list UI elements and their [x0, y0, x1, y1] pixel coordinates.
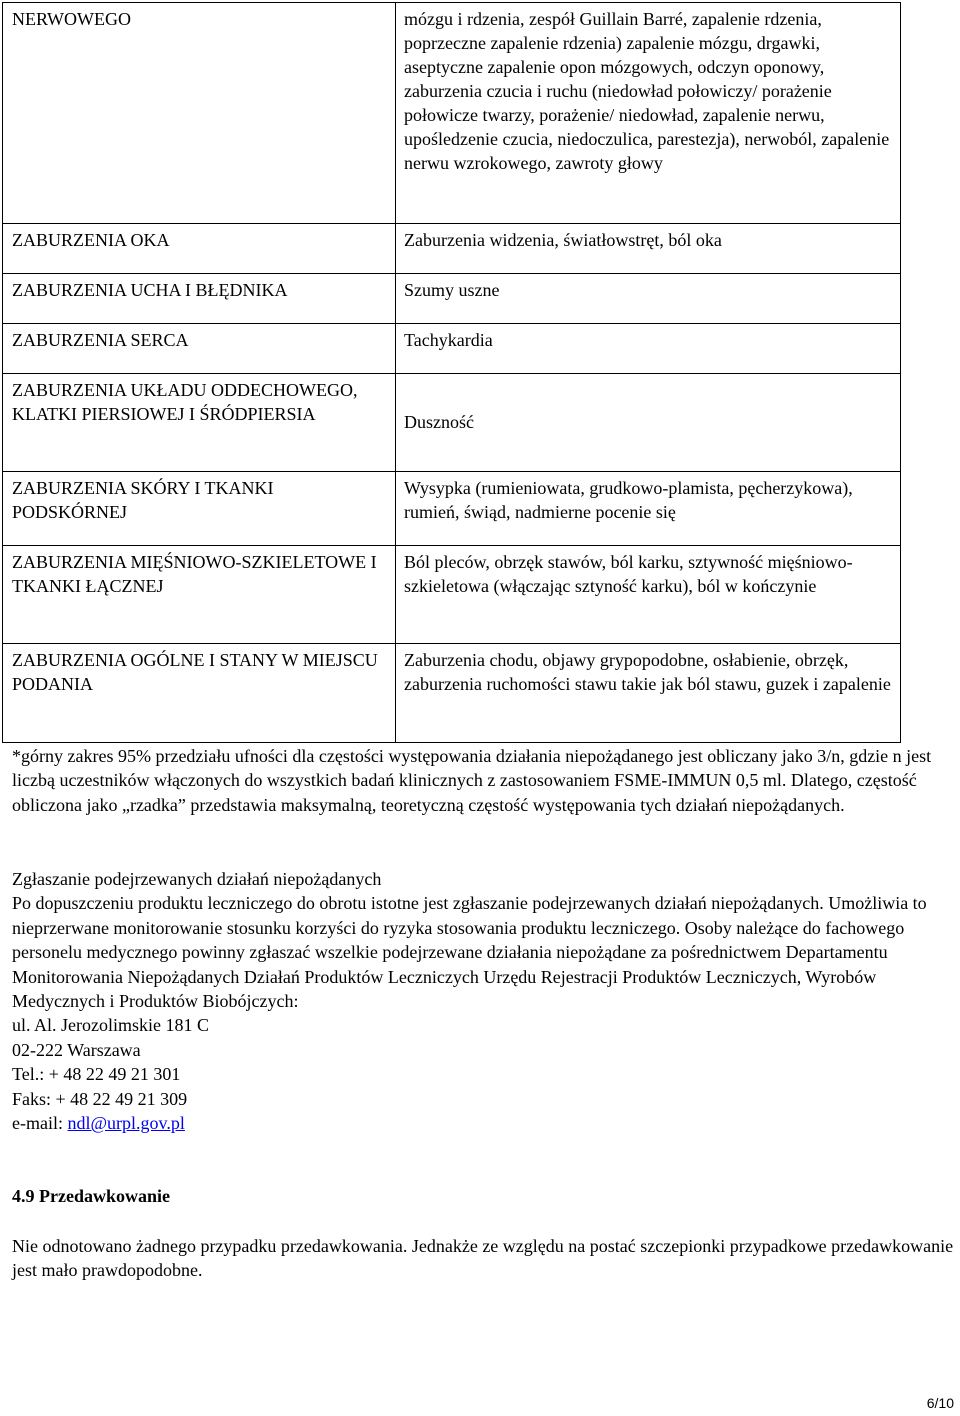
adverse-reactions-table	[2, 2, 901, 743]
organ-class-cell: ZABURZENIA UCHA I BŁĘDNIKA	[3, 274, 396, 324]
organ-class-cell: ZABURZENIA MIĘŚNIOWO-SZKIELETOWE I TKANKI ŁĄCZNEJ	[3, 546, 396, 644]
table-row	[3, 472, 901, 546]
reaction-cell: Duszność	[396, 374, 901, 472]
reaction-cell: Zaburzenia chodu, objawy grypopodobne, osłabienie, obrzęk, zaburzenia ruchomości stawu takie jak ból stawu, guzek i zapalenie	[396, 644, 901, 743]
organ-class-cell: ZABURZENIA OGÓLNE I STANY W MIEJSCU PODANIA	[3, 644, 396, 743]
overdose-body: Nie odnotowano żadnego przypadku przedawkowania. Jednakże ze względu na postać szczepionki przypadkowe przedawkowanie jest mało prawdopodobne.	[12, 1236, 954, 1281]
table-row	[3, 324, 901, 374]
footnote-text: *górny zakres 95% przedziału ufności dla częstości występowania działania niepożądanego jest obliczany jako 3/n, gdzie n jest liczbą uczestników włączonych do wszystkich badań klinicznych z zastosowaniem FSME-IMMUN 0,5 ml. Dlatego, częstość obliczona jako „rzadka” przedstawia maksymalną, teoretyczną częstość występowania tych działań niepożądanych.	[12, 746, 932, 815]
address-street: ul. Al. Jerozolimskie 181 C	[12, 1015, 209, 1036]
table-row	[3, 3, 901, 224]
organ-class-cell: NERWOWEGO	[3, 3, 396, 224]
table-row	[3, 374, 901, 472]
table-row	[3, 644, 901, 743]
address-city: 02-222 Warszawa	[12, 1039, 141, 1060]
reaction-cell: Tachykardia	[396, 324, 901, 374]
reporting-title: Zgłaszanie podejrzewanych działań niepożądanych	[12, 869, 382, 889]
reporting-body: Po dopuszczeniu produktu leczniczego do obrotu istotne jest zgłaszanie podejrzewanych działań niepożądanych. Umożliwia to nieprzerwane monitorowanie stosunku korzyści do ryzyka stosowania produktu leczniczego. Osoby należące do fachowego personelu medycznego powinny zgłaszać wszelkie podejrzewane działania niepożądane za pośrednictwem Departamentu Monitorowania Niepożądanych Działań Produktów Leczniczych Urzędu Rejestracji Produktów Leczniczych, Wyrobów Medycznych i Produktów Biobójczych:	[12, 893, 927, 1012]
organ-class-cell: ZABURZENIA OKA	[3, 224, 396, 274]
reaction-cell: Zaburzenia widzenia, światłowstręt, ból oka	[396, 224, 901, 274]
reaction-cell: Szumy uszne	[396, 274, 901, 324]
overdose-heading: 4.9 Przedawkowanie	[12, 1186, 170, 1206]
reaction-cell: Ból pleców, obrzęk stawów, ból karku, sztywność mięśniowo-szkieletowa (włączając sztyność karku), ból w kończynie	[396, 546, 901, 644]
table-row	[3, 274, 901, 324]
phone-number: Tel.: + 48 22 49 21 301	[12, 1064, 181, 1085]
reaction-cell: mózgu i rdzenia, zespół Guillain Barré, zapalenie rdzenia, poprzeczne zapalenie rdzenia) zapalenie mózgu, drgawki, aseptyczne zapalenie opon mózgowych, odczyn oponowy, zaburzenia czucia i ruchu (niedowład połowiczy/ porażenie połowicze twarzy, porażenie/ niedowład, zapalenie nerwu, upośledzenie czucia, niedoczulica, parestezja), nerwoból, zapalenie nerwu wzrokowego, zawroty głowy	[396, 3, 901, 224]
page-number: 6/10	[926, 1395, 954, 1411]
section-heading	[12, 1184, 957, 1208]
email-link[interactable]: ndl@urpl.gov.pl	[67, 1113, 185, 1134]
overdose-section	[12, 1234, 957, 1283]
table-row	[3, 224, 901, 274]
email-label: e-mail:	[12, 1113, 68, 1134]
reaction-cell: Wysypka (rumieniowata, grudkowo-plamista, pęcherzykowa), rumień, świąd, nadmierne pocenie się	[396, 472, 901, 546]
reporting-section	[12, 867, 957, 1135]
email-line	[12, 1111, 957, 1135]
frequency-footnote	[12, 744, 957, 817]
organ-class-cell: ZABURZENIA SERCA	[3, 324, 396, 374]
organ-class-cell: ZABURZENIA SKÓRY I TKANKI PODSKÓRNEJ	[3, 472, 396, 546]
fax-number: Faks: + 48 22 49 21 309	[12, 1088, 188, 1109]
organ-class-cell: ZABURZENIA UKŁADU ODDECHOWEGO, KLATKI PIERSIOWEJ I ŚRÓDPIERSIA	[3, 374, 396, 472]
table-row	[3, 546, 901, 644]
